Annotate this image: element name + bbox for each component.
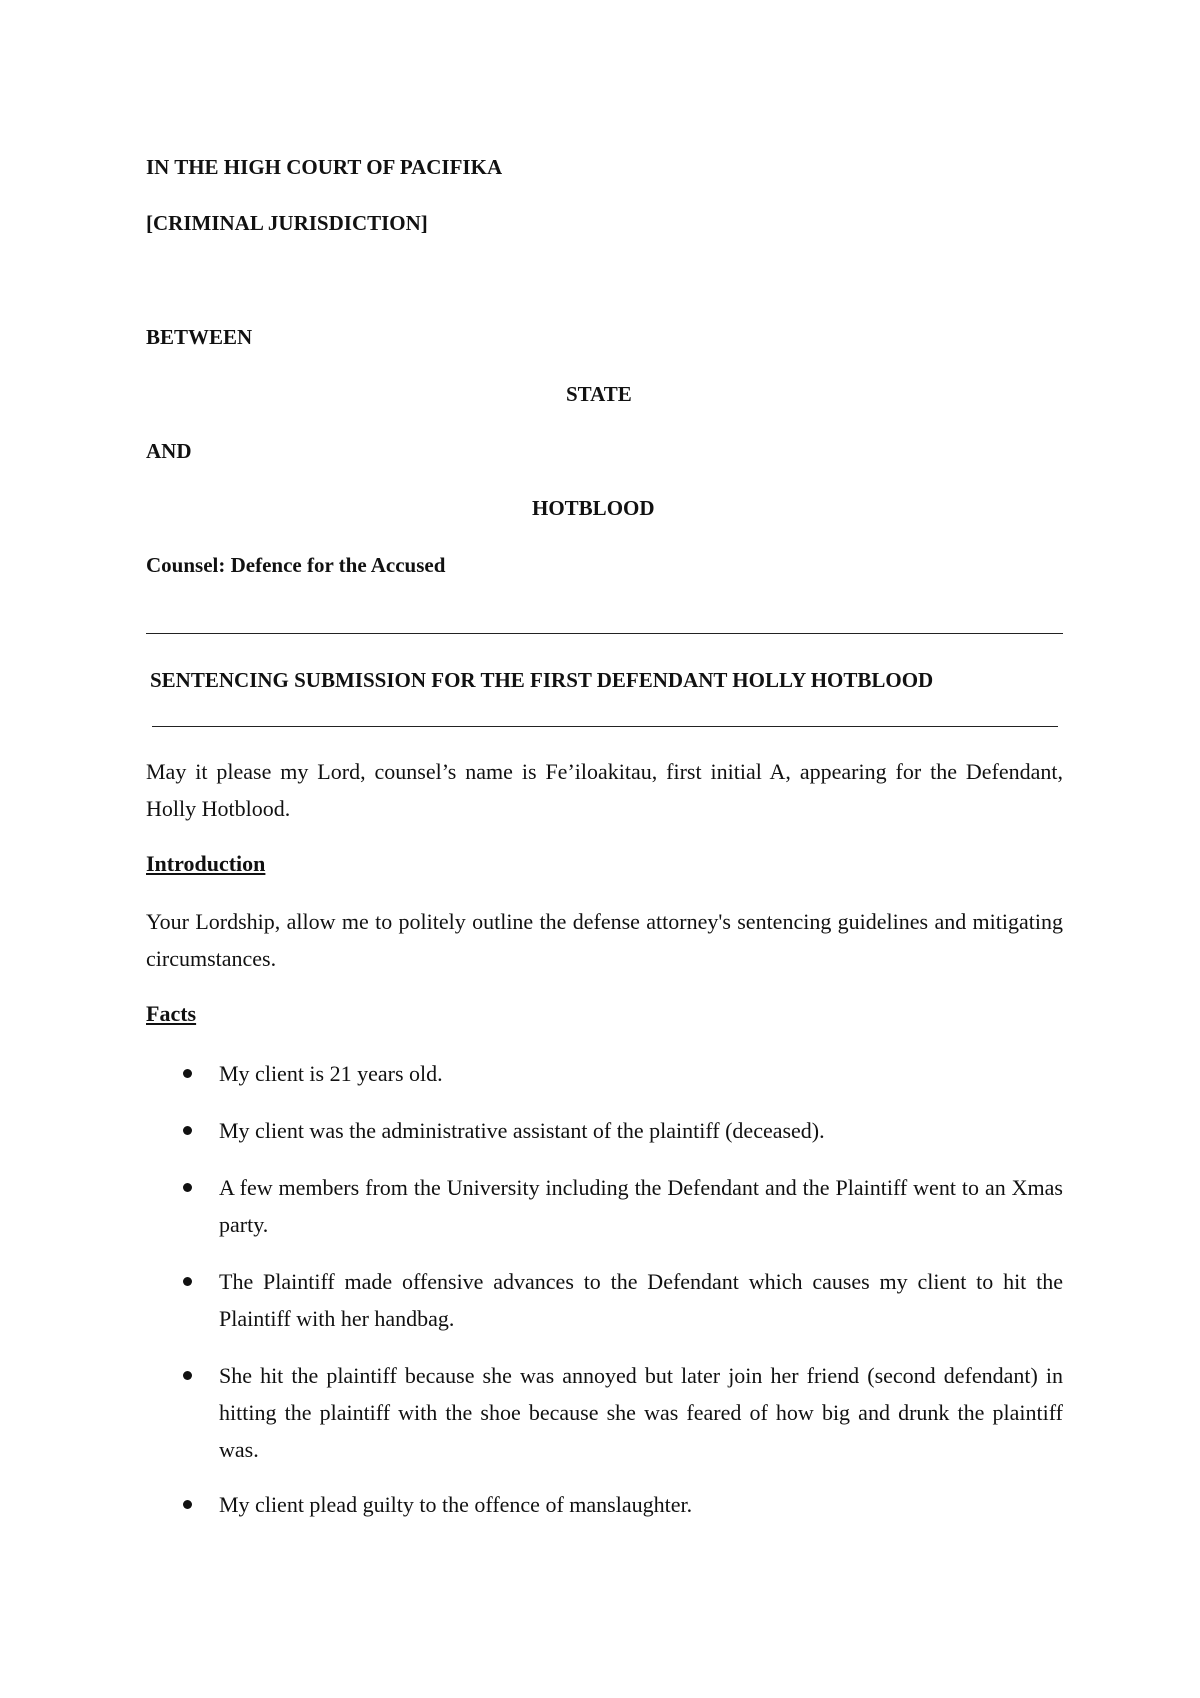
- counsel-line: Counsel: Defence for the Accused: [146, 553, 446, 577]
- party-one: STATE: [566, 382, 632, 406]
- list-item: My client was the administrative assistant of the plaintiff (deceased).: [219, 1118, 825, 1143]
- bullet-icon: [183, 1126, 192, 1135]
- jurisdiction: [CRIMINAL JURISDICTION]: [146, 211, 428, 235]
- introduction-paragraph: Your Lordship, allow me to politely outline the defense attorney's sentencing guidelines and mitigating circumstances.: [146, 909, 1063, 971]
- bullet-icon: [183, 1371, 192, 1380]
- introduction-heading: Introduction: [146, 851, 266, 876]
- party-two: HOTBLOOD: [532, 496, 655, 520]
- bullet-icon: [183, 1069, 192, 1078]
- between-label: BETWEEN: [146, 325, 253, 349]
- bottom-rule: [152, 726, 1058, 727]
- list-item: The Plaintiff made offensive advances to the Defendant which causes my client to hit the Plaintiff with her handbag.: [219, 1269, 1063, 1331]
- list-item: She hit the plaintiff because she was annoyed but later join her friend (second defendant) in hitting the plaintiff with the shoe because she was feared of how big and drunk the plaintiff was.: [219, 1363, 1063, 1462]
- bullet-icon: [183, 1183, 192, 1192]
- opening-paragraph: May it please my Lord, counsel’s name is Fe’iloakitau, first initial A, appearing for the Defendant, Holly Hotblood.: [146, 759, 1063, 821]
- bullet-icon: [183, 1500, 192, 1509]
- list-item: A few members from the University including the Defendant and the Plaintiff went to an Xmas party.: [219, 1175, 1063, 1237]
- list-item: My client is 21 years old.: [219, 1061, 443, 1086]
- document-title: SENTENCING SUBMISSION FOR THE FIRST DEFENDANT HOLLY HOTBLOOD: [150, 668, 934, 692]
- bullet-icon: [183, 1277, 192, 1286]
- court-name: IN THE HIGH COURT OF PACIFIKA: [146, 155, 503, 179]
- facts-heading: Facts: [146, 1001, 197, 1026]
- list-item: My client plead guilty to the offence of manslaughter.: [219, 1492, 693, 1517]
- and-label: AND: [146, 439, 192, 463]
- top-rule: [146, 633, 1063, 634]
